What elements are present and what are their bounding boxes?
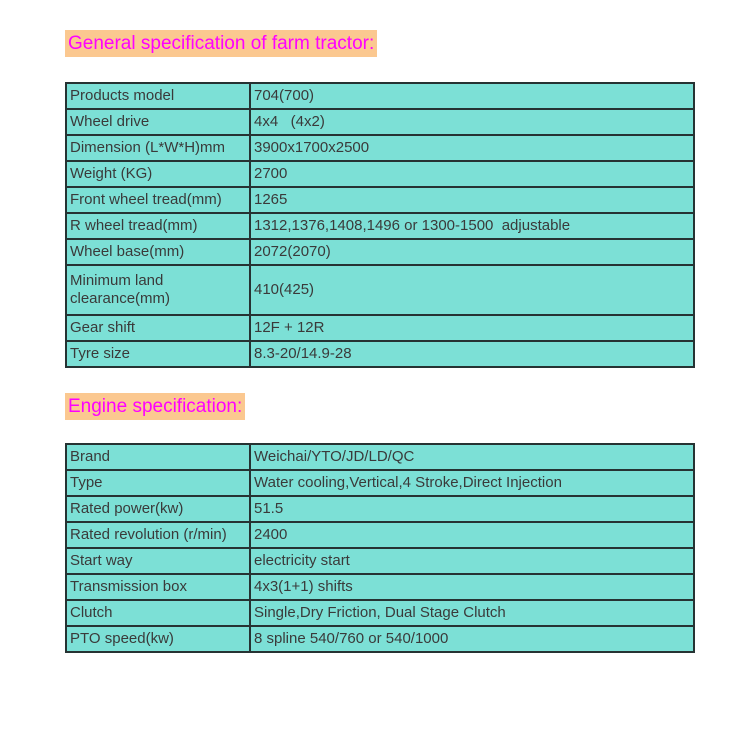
table-row [66, 574, 694, 600]
spec-value-cell: 410(425) [250, 265, 694, 315]
table-row [66, 83, 694, 109]
spec-value-cell: 4x3(1+1) shifts [250, 574, 694, 600]
engine-spec-table [65, 443, 695, 653]
table-row [66, 548, 694, 574]
spec-label-cell: Clutch [66, 600, 250, 626]
table-row [66, 187, 694, 213]
general-spec-heading-wrap [65, 30, 377, 57]
engine-spec-heading: Engine specification: [65, 393, 245, 420]
table-row [66, 265, 694, 315]
spec-value-cell: 51.5 [250, 496, 694, 522]
table-row [66, 109, 694, 135]
table-row [66, 444, 694, 470]
spec-label-cell: Start way [66, 548, 250, 574]
spec-label-cell: Weight (KG) [66, 161, 250, 187]
spec-value-cell: 3900x1700x2500 [250, 135, 694, 161]
table-row [66, 341, 694, 367]
engine-spec-heading-wrap [65, 393, 245, 420]
table-row [66, 626, 694, 652]
spec-value-cell: 1312,1376,1408,1496 or 1300-1500 adjustable [250, 213, 694, 239]
table-row [66, 600, 694, 626]
spec-label-cell: Type [66, 470, 250, 496]
spec-label-cell: R wheel tread(mm) [66, 213, 250, 239]
spec-label-cell: PTO speed(kw) [66, 626, 250, 652]
spec-value-cell: 2072(2070) [250, 239, 694, 265]
spec-label-cell: Rated revolution (r/min) [66, 522, 250, 548]
table-row [66, 239, 694, 265]
spec-value-cell: 2400 [250, 522, 694, 548]
spec-value-cell: 4x4 (4x2) [250, 109, 694, 135]
table-row [66, 135, 694, 161]
spec-label-cell: Front wheel tread(mm) [66, 187, 250, 213]
spec-label-cell: Products model [66, 83, 250, 109]
table-row [66, 496, 694, 522]
table-row [66, 522, 694, 548]
spec-label-cell: Transmission box [66, 574, 250, 600]
table-row [66, 470, 694, 496]
spec-value-cell: Single,Dry Friction, Dual Stage Clutch [250, 600, 694, 626]
table-row [66, 315, 694, 341]
general-spec-table [65, 82, 695, 368]
spec-label-cell: Gear shift [66, 315, 250, 341]
spec-label-cell: Dimension (L*W*H)mm [66, 135, 250, 161]
spec-label-cell: Brand [66, 444, 250, 470]
spec-value-cell: Weichai/YTO/JD/LD/QC [250, 444, 694, 470]
spec-value-cell: 1265 [250, 187, 694, 213]
table-row [66, 213, 694, 239]
spec-label-cell: Wheel drive [66, 109, 250, 135]
general-spec-heading: General specification of farm tractor: [65, 30, 377, 57]
spec-value-cell: 8 spline 540/760 or 540/1000 [250, 626, 694, 652]
table-row [66, 161, 694, 187]
spec-value-cell: 704(700) [250, 83, 694, 109]
spec-value-cell: 2700 [250, 161, 694, 187]
spec-label-cell: Wheel base(mm) [66, 239, 250, 265]
spec-value-cell: 12F + 12R [250, 315, 694, 341]
spec-value-cell: 8.3-20/14.9-28 [250, 341, 694, 367]
spec-label-cell: Minimum land clearance(mm) [66, 265, 250, 315]
spec-label-cell: Tyre size [66, 341, 250, 367]
spec-value-cell: Water cooling,Vertical,4 Stroke,Direct Injection [250, 470, 694, 496]
spec-value-cell: electricity start [250, 548, 694, 574]
spec-label-cell: Rated power(kw) [66, 496, 250, 522]
